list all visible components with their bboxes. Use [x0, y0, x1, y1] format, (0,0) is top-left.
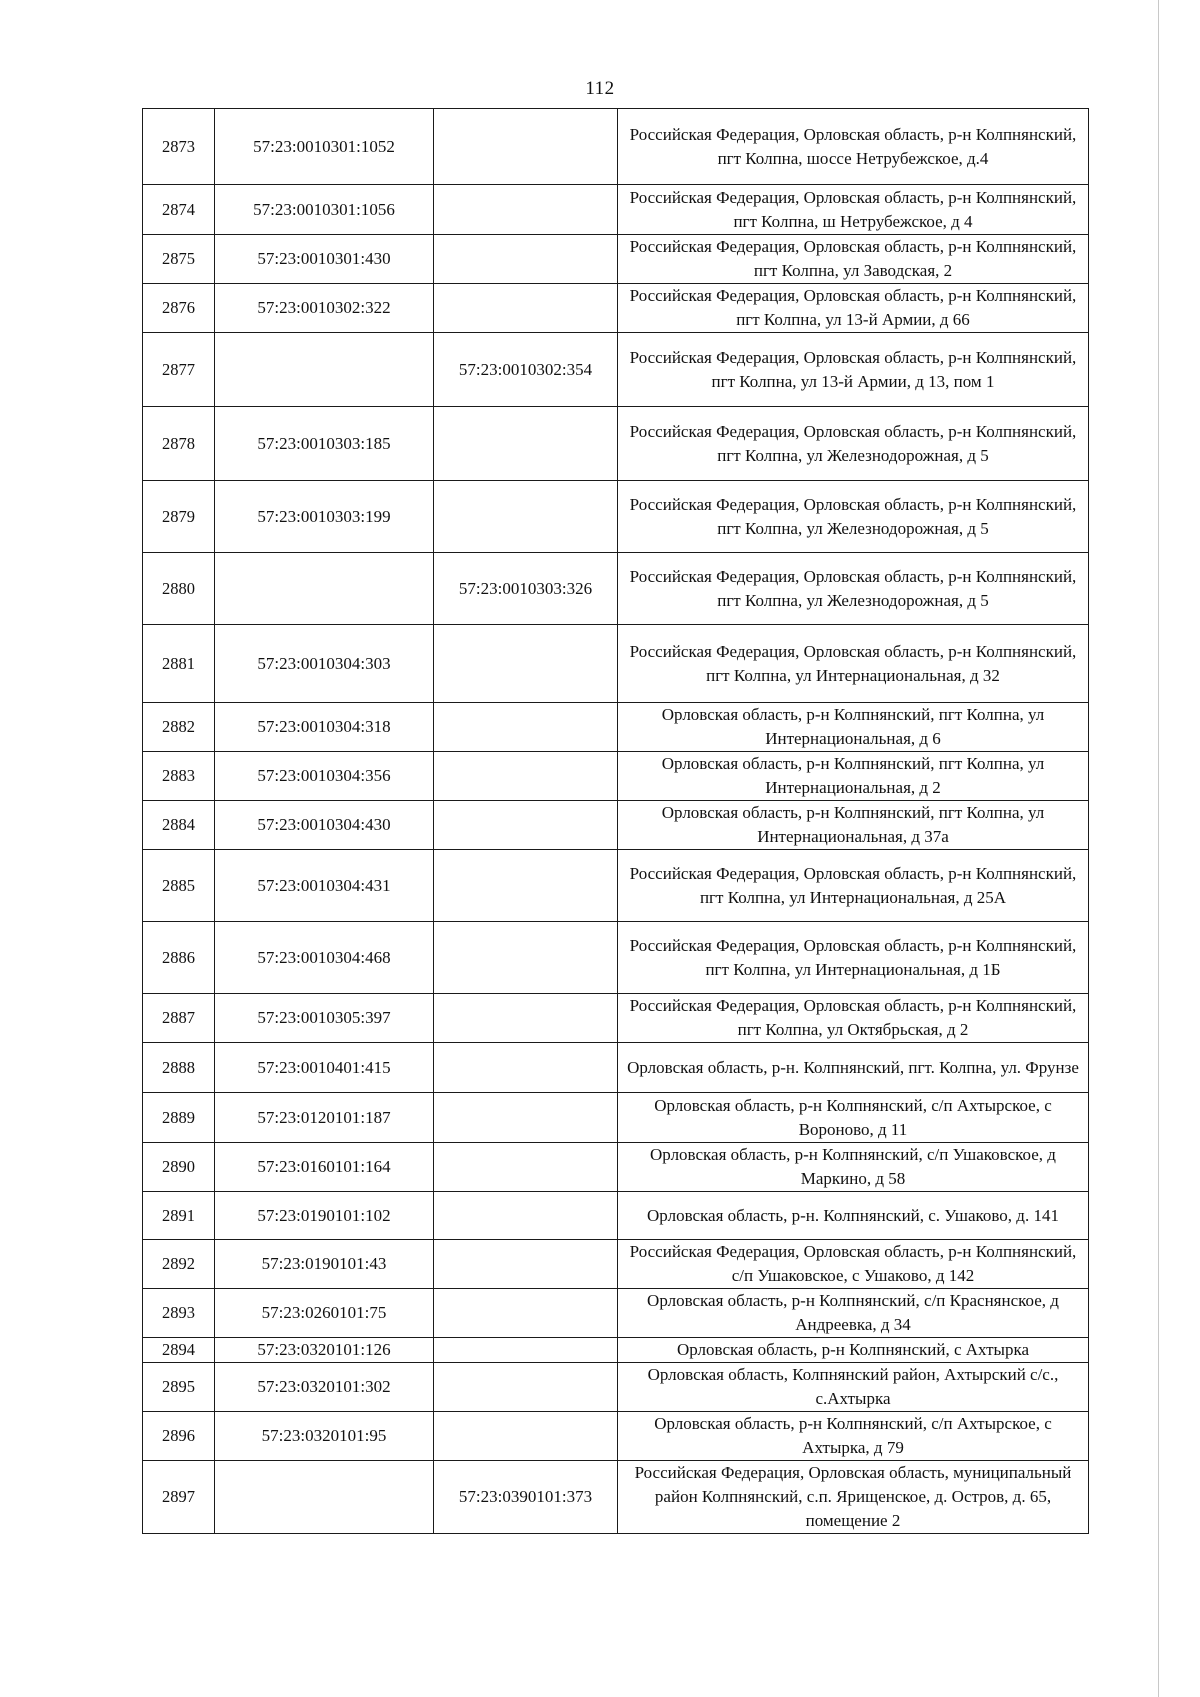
- cadastral-number-land: [215, 333, 434, 407]
- cadastral-number-building: [434, 235, 618, 284]
- registry-table: [142, 108, 1089, 1534]
- cadastral-number-building: [434, 1412, 618, 1461]
- cadastral-number-land: 57:23:0010304:431: [215, 850, 434, 922]
- cadastral-number-land: 57:23:0010304:430: [215, 801, 434, 850]
- row-number: 2893: [143, 1289, 215, 1338]
- row-number: 2880: [143, 553, 215, 625]
- cadastral-number-building: [434, 1338, 618, 1363]
- address-cell: Орловская область, р-н Колпнянский, с/п Ушаковское, д Маркино, д 58: [618, 1143, 1089, 1192]
- cadastral-number-building: [434, 703, 618, 752]
- cadastral-number-building: [434, 801, 618, 850]
- cadastral-number-building: [434, 922, 618, 994]
- address-cell: Орловская область, р-н Колпнянский, с Ахтырка: [618, 1338, 1089, 1363]
- row-number: 2886: [143, 922, 215, 994]
- address-cell: Российская Федерация, Орловская область, р-н Колпнянский, пгт Колпна, ул 13-й Армии, д 13, пом 1: [618, 333, 1089, 407]
- cadastral-number-land: 57:23:0010305:397: [215, 994, 434, 1043]
- row-number: 2890: [143, 1143, 215, 1192]
- row-number: 2876: [143, 284, 215, 333]
- table-row: [143, 553, 1089, 625]
- cadastral-number-land: 57:23:0010301:1056: [215, 185, 434, 235]
- cadastral-number-land: 57:23:0010401:415: [215, 1043, 434, 1093]
- table-row: [143, 703, 1089, 752]
- cadastral-number-building: [434, 752, 618, 801]
- cadastral-number-land: 57:23:0320101:302: [215, 1363, 434, 1412]
- cadastral-number-building: [434, 284, 618, 333]
- table-row: [143, 481, 1089, 553]
- row-number: 2892: [143, 1240, 215, 1289]
- cadastral-number-building: 57:23:0010302:354: [434, 333, 618, 407]
- address-cell: Российская Федерация, Орловская область, р-н Колпнянский, пгт Колпна, ул Заводская, 2: [618, 235, 1089, 284]
- address-cell: Российская Федерация, Орловская область, р-н Колпнянский, пгт Колпна, ул Октябрьская, д 2: [618, 994, 1089, 1043]
- address-cell: Российская Федерация, Орловская область, р-н Колпнянский, пгт Колпна, ул Железнодорожная, д 5: [618, 481, 1089, 553]
- table-row: [143, 801, 1089, 850]
- cadastral-number-land: 57:23:0010303:199: [215, 481, 434, 553]
- cadastral-number-building: [434, 1143, 618, 1192]
- cadastral-number-land: 57:23:0010301:1052: [215, 109, 434, 185]
- cadastral-number-building: [434, 1289, 618, 1338]
- cadastral-number-land: 57:23:0190101:43: [215, 1240, 434, 1289]
- table-row: [143, 1240, 1089, 1289]
- address-cell: Российская Федерация, Орловская область, р-н Колпнянский, пгт Колпна, ул Железнодорожная, д 5: [618, 407, 1089, 481]
- table-row: [143, 1143, 1089, 1192]
- table-row: [143, 235, 1089, 284]
- cadastral-number-building: [434, 994, 618, 1043]
- address-cell: Орловская область, р-н Колпнянский, с/п Краснянское, д Андреевка, д 34: [618, 1289, 1089, 1338]
- row-number: 2889: [143, 1093, 215, 1143]
- address-cell: Орловская область, р-н. Колпнянский, пгт. Колпна, ул. Фрунзе: [618, 1043, 1089, 1093]
- table-row: [143, 1338, 1089, 1363]
- cadastral-number-land: 57:23:0320101:126: [215, 1338, 434, 1363]
- address-cell: Российская Федерация, Орловская область, р-н Колпнянский, пгт Колпна, ул 13-й Армии, д 66: [618, 284, 1089, 333]
- cadastral-number-land: 57:23:0320101:95: [215, 1412, 434, 1461]
- address-cell: Российская Федерация, Орловская область, р-н Колпнянский, пгт Колпна, ул Интернациональная, д 1Б: [618, 922, 1089, 994]
- row-number: 2878: [143, 407, 215, 481]
- row-number: 2897: [143, 1461, 215, 1534]
- page-edge-line: [1158, 0, 1159, 1697]
- cadastral-number-building: [434, 1363, 618, 1412]
- address-cell: Орловская область, р-н Колпнянский, пгт Колпна, ул Интернациональная, д 37а: [618, 801, 1089, 850]
- table-row: [143, 752, 1089, 801]
- table-row: [143, 284, 1089, 333]
- address-cell: Орловская область, р-н Колпнянский, пгт Колпна, ул Интернациональная, д 6: [618, 703, 1089, 752]
- table-row: [143, 1412, 1089, 1461]
- address-cell: Орловская область, р-н Колпнянский, с/п Ахтырское, с Вороново, д 11: [618, 1093, 1089, 1143]
- table-row: [143, 1461, 1089, 1534]
- address-cell: Орловская область, Колпнянский район, Ахтырский с/с., с.Ахтырка: [618, 1363, 1089, 1412]
- cadastral-number-building: [434, 1093, 618, 1143]
- table-row: [143, 1043, 1089, 1093]
- address-cell: Орловская область, р-н Колпнянский, пгт Колпна, ул Интернациональная, д 2: [618, 752, 1089, 801]
- cadastral-number-building: [434, 407, 618, 481]
- table-row: [143, 850, 1089, 922]
- cadastral-number-building: [434, 1192, 618, 1240]
- cadastral-number-building: [434, 625, 618, 703]
- cadastral-number-land: 57:23:0160101:164: [215, 1143, 434, 1192]
- table-row: [143, 994, 1089, 1043]
- cadastral-number-building: [434, 1043, 618, 1093]
- cadastral-number-land: [215, 553, 434, 625]
- cadastral-number-building: 57:23:0010303:326: [434, 553, 618, 625]
- row-number: 2879: [143, 481, 215, 553]
- table-row: [143, 922, 1089, 994]
- table-row: [143, 1289, 1089, 1338]
- page-number: 112: [585, 78, 615, 99]
- cadastral-number-land: 57:23:0010302:322: [215, 284, 434, 333]
- address-cell: Российская Федерация, Орловская область, р-н Колпнянский, пгт Колпна, шоссе Нетрубежское, д.4: [618, 109, 1089, 185]
- row-number: 2884: [143, 801, 215, 850]
- cadastral-number-land: 57:23:0010301:430: [215, 235, 434, 284]
- row-number: 2894: [143, 1338, 215, 1363]
- cadastral-number-land: 57:23:0010304:356: [215, 752, 434, 801]
- address-cell: Российская Федерация, Орловская область, р-н Колпнянский, пгт Колпна, ул Железнодорожная, д 5: [618, 553, 1089, 625]
- cadastral-number-land: 57:23:0010304:468: [215, 922, 434, 994]
- cadastral-number-land: [215, 1461, 434, 1534]
- cadastral-number-land: 57:23:0120101:187: [215, 1093, 434, 1143]
- table-row: [143, 1363, 1089, 1412]
- cadastral-number-building: [434, 850, 618, 922]
- row-number: 2888: [143, 1043, 215, 1093]
- cadastral-number-building: [434, 109, 618, 185]
- row-number: 2896: [143, 1412, 215, 1461]
- cadastral-number-building: [434, 481, 618, 553]
- row-number: 2874: [143, 185, 215, 235]
- registry-body: [143, 109, 1089, 1534]
- table-row: [143, 185, 1089, 235]
- row-number: 2883: [143, 752, 215, 801]
- cadastral-number-building: [434, 1240, 618, 1289]
- table-row: [143, 407, 1089, 481]
- cadastral-number-land: 57:23:0010304:303: [215, 625, 434, 703]
- table-row: [143, 333, 1089, 407]
- row-number: 2881: [143, 625, 215, 703]
- row-number: 2873: [143, 109, 215, 185]
- cadastral-number-land: 57:23:0260101:75: [215, 1289, 434, 1338]
- address-cell: Российская Федерация, Орловская область, р-н Колпнянский, с/п Ушаковское, с Ушаково, д 142: [618, 1240, 1089, 1289]
- address-cell: Российская Федерация, Орловская область, р-н Колпнянский, пгт Колпна, ул Интернациональная, д 25А: [618, 850, 1089, 922]
- row-number: 2882: [143, 703, 215, 752]
- address-cell: Российская Федерация, Орловская область, р-н Колпнянский, пгт Колпна, ул Интернациональная, д 32: [618, 625, 1089, 703]
- row-number: 2887: [143, 994, 215, 1043]
- cadastral-number-land: 57:23:0010304:318: [215, 703, 434, 752]
- row-number: 2885: [143, 850, 215, 922]
- cadastral-number-building: [434, 185, 618, 235]
- cadastral-number-land: 57:23:0190101:102: [215, 1192, 434, 1240]
- row-number: 2895: [143, 1363, 215, 1412]
- row-number: 2875: [143, 235, 215, 284]
- table-row: [143, 625, 1089, 703]
- table-row: [143, 1192, 1089, 1240]
- address-cell: Орловская область, р-н Колпнянский, с/п Ахтырское, с Ахтырка, д 79: [618, 1412, 1089, 1461]
- table-row: [143, 109, 1089, 185]
- row-number: 2891: [143, 1192, 215, 1240]
- cadastral-number-land: 57:23:0010303:185: [215, 407, 434, 481]
- address-cell: Орловская область, р-н. Колпнянский, с. Ушаково, д. 141: [618, 1192, 1089, 1240]
- cadastral-number-building: 57:23:0390101:373: [434, 1461, 618, 1534]
- address-cell: Российская Федерация, Орловская область, муниципальный район Колпнянский, с.п. Ярищенское, д. Остров, д. 65, помещение 2: [618, 1461, 1089, 1534]
- address-cell: Российская Федерация, Орловская область, р-н Колпнянский, пгт Колпна, ш Нетрубежское, д 4: [618, 185, 1089, 235]
- table-row: [143, 1093, 1089, 1143]
- row-number: 2877: [143, 333, 215, 407]
